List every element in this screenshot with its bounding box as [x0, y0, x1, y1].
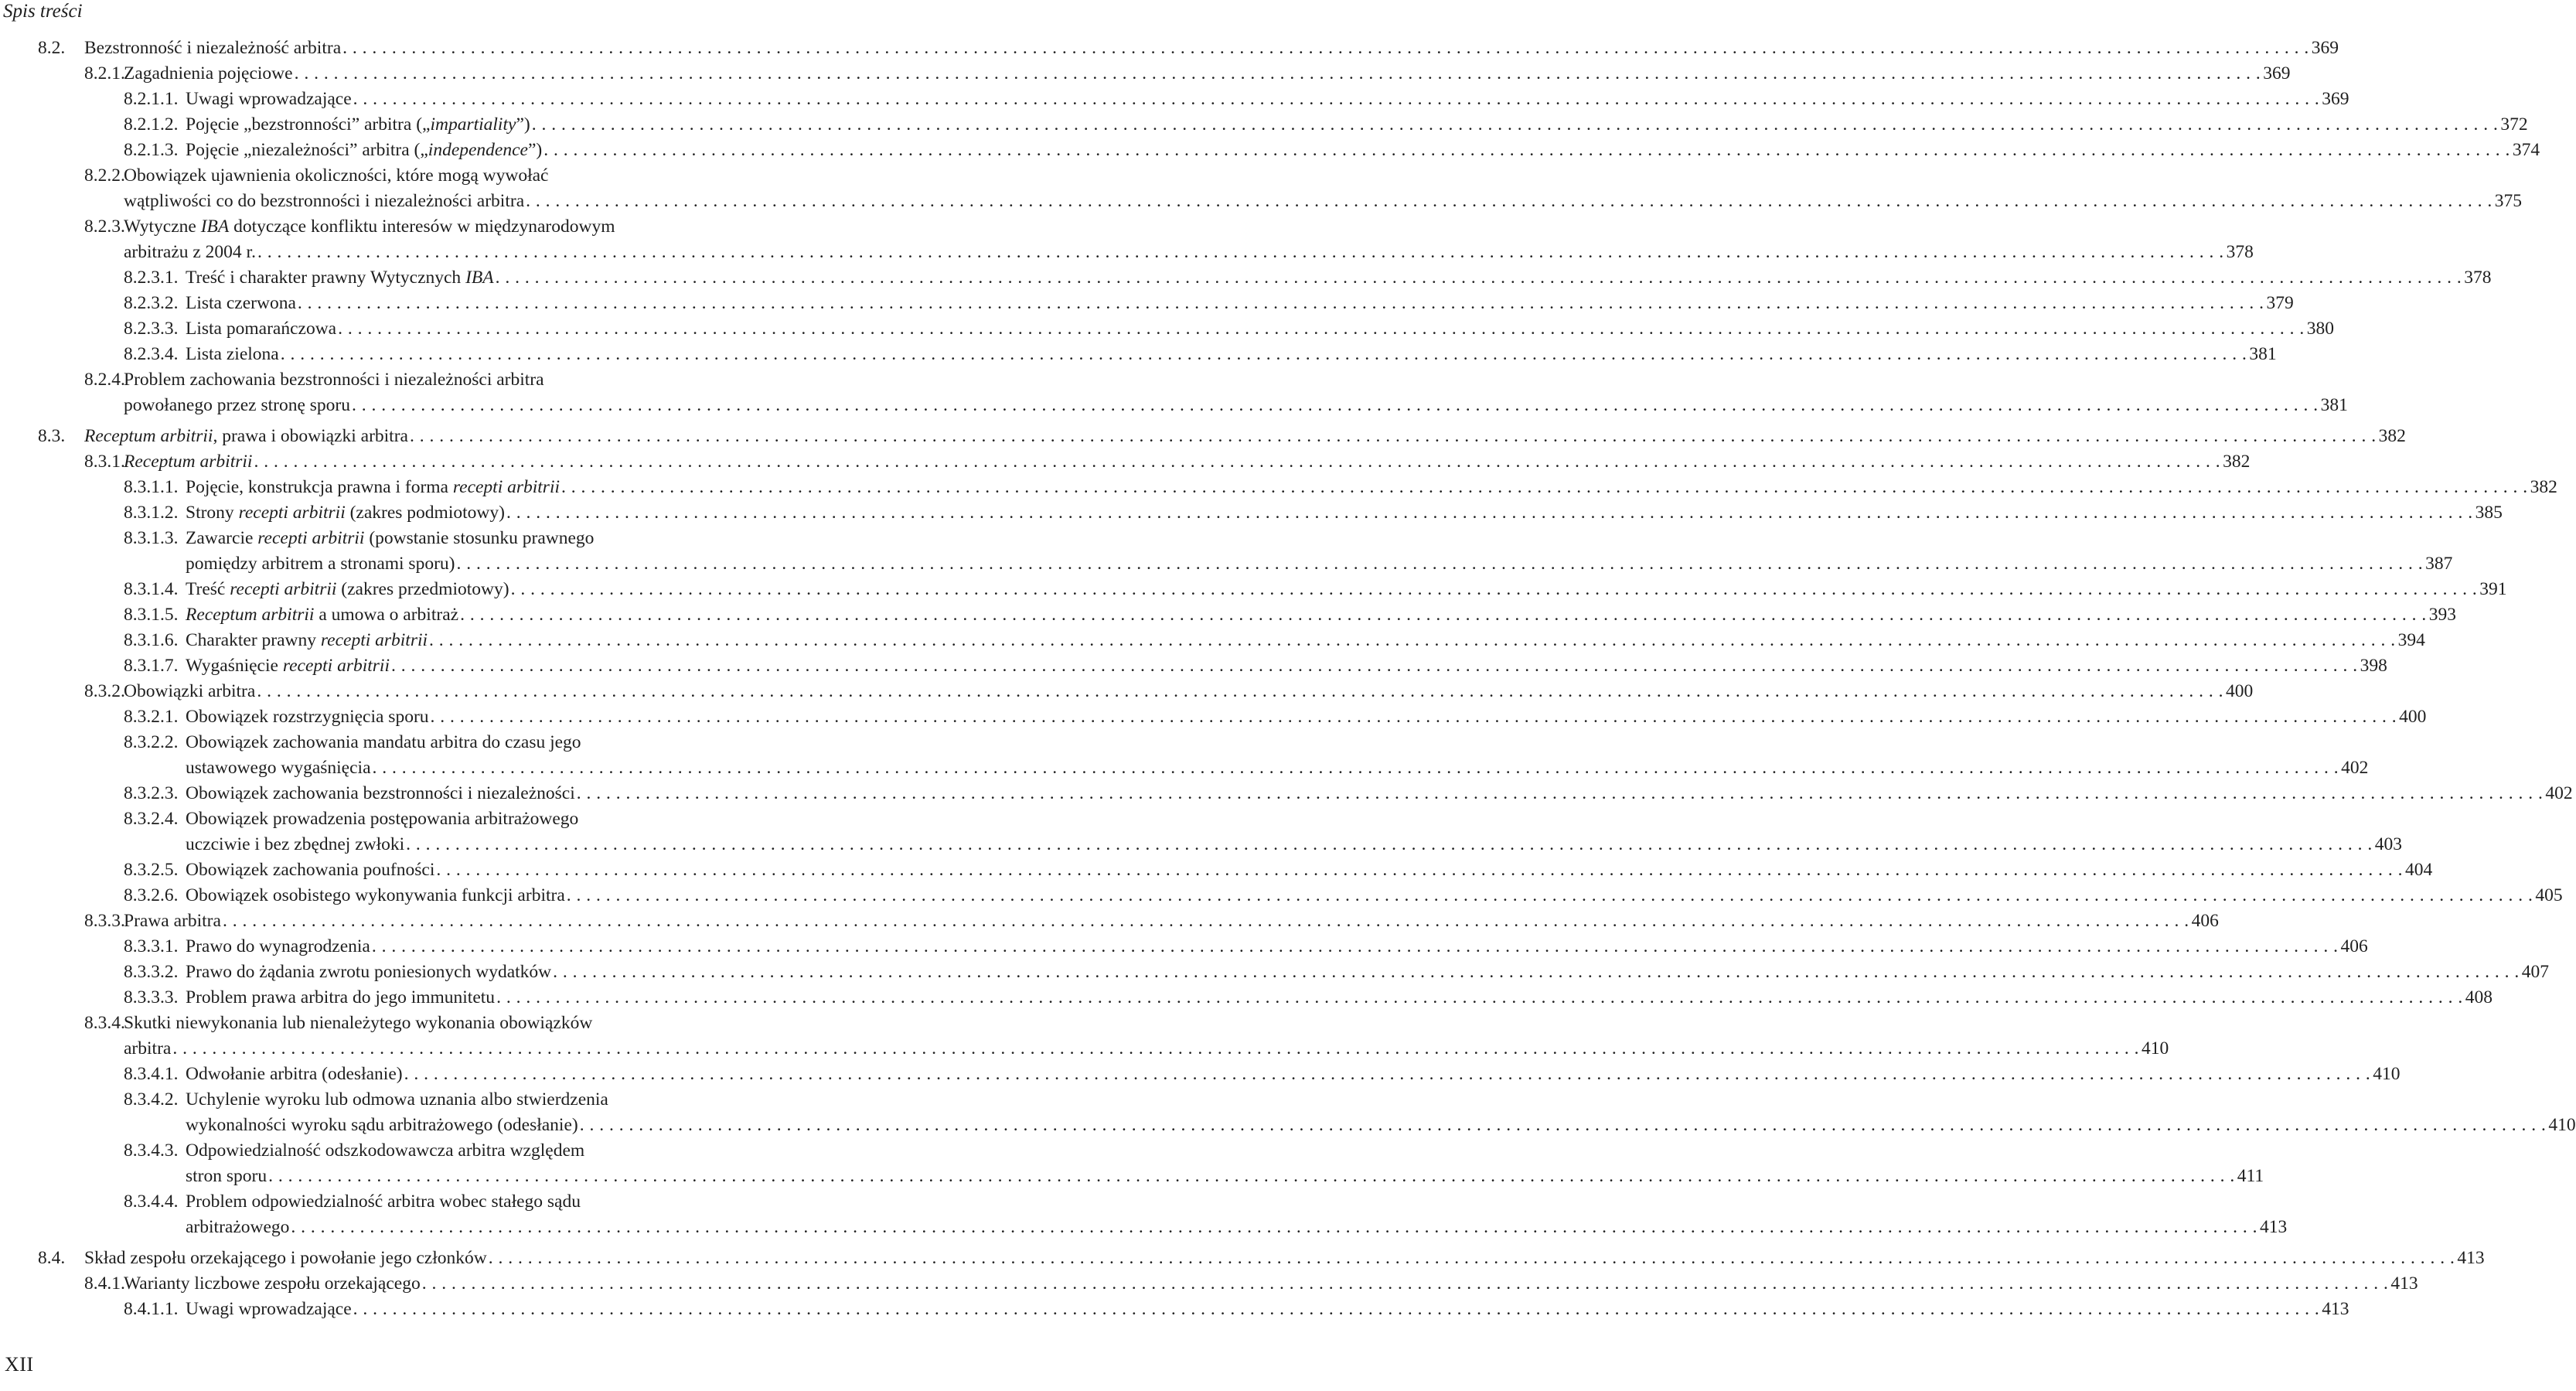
toc-entry-page: 402 — [2545, 783, 2573, 803]
toc-entry-title-segment: Obowiązek osobistego wykonywania funkcji arbitra — [186, 885, 565, 905]
toc-entry-title-segment: Zagadnienia pojęciowe — [124, 63, 293, 84]
toc-entry-page: 410 — [2141, 1038, 2169, 1059]
toc-entry-number: 8.2.4. — [84, 370, 125, 390]
toc-entry-number: 8.2.1. — [84, 63, 125, 84]
toc-entry[interactable] — [0, 1246, 2485, 1271]
dot-leader: . . . . . . . . . . . . . . . . . . . . . . . . . . . . . . . . . . . . . . . . . . . . . . . . . . . . . . . . . . . . . . . . . . . . . . . . . . . . . . . . . . . . . . . . . . . . . . . . . . . . . . . . . . . . . . . . . . . . . . . . . . . . . . . . . . . . . . . . . . . . . . . . . . . . . . . . . . . . . . . . . . . . . . . . . . . . . . . . . . . . . . . . . . . . . . . . . . . . . . . . — [353, 1299, 2320, 1319]
toc-entry-page: 407 — [2521, 962, 2550, 982]
dot-leader: . . . . . . . . . . . . . . . . . . . . . . . . . . . . . . . . . . . . . . . . . . . . . . . . . . . . . . . . . . . . . . . . . . . . . . . . . . . . . . . . . . . . . . . . . . . . . . . . . . . . . . . . . . . . . . . . . . . . . . . . . . . . . . . . . . . . . . . . . . . . . . . . . . . . . . . . . . . . . . . . . . . . . . . . . . . . . . . . . . . . . . . . . . . . . . . . . . . . . . . . — [579, 1115, 2547, 1135]
toc-entry[interactable] — [0, 857, 2433, 883]
toc-entry-page: 379 — [2266, 293, 2294, 313]
toc-entry-title-segment: independence — [428, 140, 528, 160]
toc-entry-page: 369 — [2311, 38, 2339, 58]
dot-leader: . . . . . . . . . . . . . . . . . . . . . . . . . . . . . . . . . . . . . . . . . . . . . . . . . . . . . . . . . . . . . . . . . . . . . . . . . . . . . . . . . . . . . . . . . . . . . . . . . . . . . . . . . . . . . . . . . . . . . . . . . . . . . . . . . . . . . . . . . . . . . . . . . . . . . . . . . . . . . . . . . . . . . . . . . . . . . . . . . . . . . . . . . . . . . . . . . . . . . . . . — [526, 191, 2493, 211]
toc-entry[interactable] — [0, 316, 2334, 342]
toc-entry[interactable] — [0, 526, 2453, 577]
toc-entry-page: 400 — [2399, 707, 2427, 727]
toc-entry-title-segment: Uwagi wprowadzające — [186, 89, 352, 109]
toc-entry-number: 8.3.1.5. — [124, 605, 179, 625]
toc-entry[interactable] — [0, 960, 2550, 985]
toc-entry-page: 381 — [2320, 395, 2348, 415]
toc-entry[interactable] — [0, 1271, 2418, 1297]
toc-entry-page: 402 — [2341, 758, 2369, 778]
toc-entry-page: 382 — [2378, 426, 2406, 446]
toc-entry-page: 375 — [2494, 191, 2522, 211]
toc-entry-page: 413 — [2390, 1273, 2418, 1294]
toc-entry-title-segment: Uwagi wprowadzające — [186, 1299, 352, 1319]
toc-entry-title-segment: Obowiązek rozstrzygnięcia sporu — [186, 707, 429, 727]
toc-entry-title-segment: IBA — [200, 216, 230, 237]
table-of-contents — [0, 36, 2576, 1322]
toc-entry-title-segment: wątpliwości co do bezstronności i niezależności arbitra — [124, 191, 525, 211]
toc-entry-number: 8.3.1. — [84, 452, 125, 472]
page-number: XII — [5, 1353, 34, 1376]
dot-leader: . . . . . . . . . . . . . . . . . . . . . . . . . . . . . . . . . . . . . . . . . . . . . . . . . . . . . . . . . . . . . . . . . . . . . . . . . . . . . . . . . . . . . . . . . . . . . . . . . . . . . . . . . . . . . . . . . . . . . . . . . . . . . . . . . . . . . . . . . . . . . . . . . . . . . . . . . . . . . . . . . . . . . . . . . . . . . . . . . . . . . . . . . . . . . . . . . . . . . . . . — [488, 1248, 2455, 1268]
toc-entry[interactable] — [0, 214, 2254, 265]
dot-leader: . . . . . . . . . . . . . . . . . . . . . . . . . . . . . . . . . . . . . . . . . . . . . . . . . . . . . . . . . . . . . . . . . . . . . . . . . . . . . . . . . . . . . . . . . . . . . . . . . . . . . . . . . . . . . . . . . . . . . . . . . . . . . . . . . . . . . . . . . . . . . . . . . . . . . . . . . . . . . . . . . . . . . . . . . . . . . . . . . . . . . . . . . . . . . . . . . . . . . . . . — [429, 630, 2396, 650]
toc-entry-page: 393 — [2428, 605, 2456, 625]
toc-entry[interactable] — [0, 291, 2294, 316]
toc-entry-page: 411 — [2237, 1166, 2264, 1186]
toc-entry-title-segment: Prawa arbitra — [124, 911, 221, 931]
toc-entry[interactable] — [0, 424, 2406, 449]
toc-entry[interactable] — [0, 704, 2427, 730]
toc-entry-title-segment: Strony — [186, 503, 239, 523]
dot-leader: . . . . . . . . . . . . . . . . . . . . . . . . . . . . . . . . . . . . . . . . . . . . . . . . . . . . . . . . . . . . . . . . . . . . . . . . . . . . . . . . . . . . . . . . . . . . . . . . . . . . . . . . . . . . . . . . . . . . . . . . . . . . . . . . . . . . . . . . . . . . . . . . . . . . . . . . . . . . . . . . . . . . . . . . . . . . . . . . . . . . . . . . . . . . . . . . . . . . . . . . — [268, 1166, 2235, 1186]
dot-leader: . . . . . . . . . . . . . . . . . . . . . . . . . . . . . . . . . . . . . . . . . . . . . . . . . . . . . . . . . . . . . . . . . . . . . . . . . . . . . . . . . . . . . . . . . . . . . . . . . . . . . . . . . . . . . . . . . . . . . . . . . . . . . . . . . . . . . . . . . . . . . . . . . . . . . . . . . . . . . . . . . . . . . . . . . . . . . . . . . . . . . . . . . . . . . . . . . . . . . . . . — [561, 477, 2528, 497]
toc-entry-title-segment: Bezstronność i niezależność arbitra — [84, 38, 342, 58]
toc-entry[interactable] — [0, 36, 2339, 61]
dot-leader: . . . . . . . . . . . . . . . . . . . . . . . . . . . . . . . . . . . . . . . . . . . . . . . . . . . . . . . . . . . . . . . . . . . . . . . . . . . . . . . . . . . . . . . . . . . . . . . . . . . . . . . . . . . . . . . . . . . . . . . . . . . . . . . . . . . . . . . . . . . . . . . . . . . . . . . . . . . . . . . . . . . . . . . . . . . . . . . . . . . . . . . . . . . . . . . . . . . . . . . . — [390, 656, 2358, 676]
toc-entry[interactable] — [0, 577, 2507, 602]
dot-leader: . . . . . . . . . . . . . . . . . . . . . . . . . . . . . . . . . . . . . . . . . . . . . . . . . . . . . . . . . . . . . . . . . . . . . . . . . . . . . . . . . . . . . . . . . . . . . . . . . . . . . . . . . . . . . . . . . . . . . . . . . . . . . . . . . . . . . . . . . . . . . . . . . . . . . . . . . . . . . . . . . . . . . . . . . . . . . . . . . . . . . . . . . . . . . . . . . . . . . . . . — [257, 681, 2223, 701]
toc-entry[interactable] — [0, 985, 2493, 1011]
toc-entry-number: 8.3.3.1. — [124, 936, 179, 956]
dot-leader: . . . . . . . . . . . . . . . . . . . . . . . . . . . . . . . . . . . . . . . . . . . . . . . . . . . . . . . . . . . . . . . . . . . . . . . . . . . . . . . . . . . . . . . . . . . . . . . . . . . . . . . . . . . . . . . . . . . . . . . . . . . . . . . . . . . . . . . . . . . . . . . . . . . . . . . . . . . . . . . . . . . . . . . . . . . . . . . . . . . . . . . . . . . . . . . . . . . . . . . . — [543, 140, 2510, 160]
toc-entry[interactable] — [0, 909, 2219, 934]
toc-entry-title-segment: Obowiązek zachowania bezstronności i niezależności — [186, 783, 575, 803]
toc-entry-page: 410 — [2373, 1064, 2401, 1084]
toc-entry-page: 391 — [2479, 579, 2507, 599]
toc-entry-number: 8.4.1. — [84, 1273, 125, 1294]
toc-entry-title-segment: Zawarcie — [186, 528, 258, 548]
toc-entry-page: 372 — [2500, 114, 2528, 135]
toc-entry-title-segment: Pojęcie, konstrukcja prawna i forma — [186, 477, 453, 497]
toc-entry-title-segment: Obowiązek zachowania poufności — [186, 860, 435, 880]
toc-entry-title-segment: ”) — [527, 140, 543, 160]
dot-leader: . . . . . . . . . . . . . . . . . . . . . . . . . . . . . . . . . . . . . . . . . . . . . . . . . . . . . . . . . . . . . . . . . . . . . . . . . . . . . . . . . . . . . . . . . . . . . . . . . . . . . . . . . . . . . . . . . . . . . . . . . . . . . . . . . . . . . . . . . . . . . . . . . . . . . . . . . . . . . . . . . . . . . . . . . . . . . . . . . . . . . . . . . . . . . . . . . . . . . . . . — [352, 395, 2319, 415]
toc-entry-number: 8.3.3.3. — [124, 987, 179, 1007]
toc-entry-title-segment: Problem zachowania bezstronności i niezależności arbitra — [124, 370, 544, 390]
toc-entry-title-segment: powołanego przez stronę sporu — [124, 395, 351, 415]
toc-entry[interactable] — [0, 449, 2251, 475]
toc-entry[interactable] — [0, 679, 2254, 704]
toc-entry[interactable] — [0, 87, 2349, 112]
dot-leader: . . . . . . . . . . . . . . . . . . . . . . . . . . . . . . . . . . . . . . . . . . . . . . . . . . . . . . . . . . . . . . . . . . . . . . . . . . . . . . . . . . . . . . . . . . . . . . . . . . . . . . . . . . . . . . . . . . . . . . . . . . . . . . . . . . . . . . . . . . . . . . . . . . . . . . . . . . . . . . . . . . . . . . . . . . . . . . . . . . . . . . . . . . . . . . . . . . . . . . . . — [280, 344, 2247, 364]
toc-entry-page: 406 — [2340, 936, 2368, 956]
dot-leader: . . . . . . . . . . . . . . . . . . . . . . . . . . . . . . . . . . . . . . . . . . . . . . . . . . . . . . . . . . . . . . . . . . . . . . . . . . . . . . . . . . . . . . . . . . . . . . . . . . . . . . . . . . . . . . . . . . . . . . . . . . . . . . . . . . . . . . . . . . . . . . . . . . . . . . . . . . . . . . . . . . . . . . . . . . . . . . . . . . . . . . . . . . . . . . . . . . . . . . . . — [460, 605, 2427, 625]
toc-entry[interactable] — [0, 1189, 2288, 1240]
toc-entry[interactable] — [0, 112, 2528, 138]
toc-entry-number: 8.2.1.1. — [124, 89, 179, 109]
toc-entry-number: 8.3.2.4. — [124, 809, 179, 829]
toc-entry-number: 8.2.3.4. — [124, 344, 179, 364]
dot-leader: . . . . . . . . . . . . . . . . . . . . . . . . . . . . . . . . . . . . . . . . . . . . . . . . . . . . . . . . . . . . . . . . . . . . . . . . . . . . . . . . . . . . . . . . . . . . . . . . . . . . . . . . . . . . . . . . . . . . . . . . . . . . . . . . . . . . . . . . . . . . . . . . . . . . . . . . . . . . . . . . . . . . . . . . . . . . . . . . . . . . . . . . . . . . . . . . . . . . . . . . — [372, 758, 2339, 778]
toc-entry[interactable] — [0, 628, 2425, 653]
toc-entry-number: 8.3.4.2. — [124, 1089, 179, 1110]
toc-entry-page: 380 — [2306, 319, 2334, 339]
toc-entry-title-segment: Pojęcie „niezależności” arbitra („ — [186, 140, 428, 160]
toc-entry-title-segment: Prawo do wynagrodzenia — [186, 936, 370, 956]
toc-entry-page: 382 — [2223, 452, 2251, 472]
toc-entry-number: 8.3.1.6. — [124, 630, 179, 650]
toc-entry-page: 413 — [2457, 1248, 2485, 1268]
toc-entry-number: 8.2.1.3. — [124, 140, 179, 160]
toc-entry-title-segment: recepti arbitrii — [452, 477, 561, 497]
toc-entry[interactable] — [0, 163, 2522, 214]
toc-entry-page: 398 — [2360, 656, 2387, 676]
toc-entry-number: 8.2.2. — [84, 165, 125, 186]
toc-entry-title-segment: ustawowego wygaśnięcia — [186, 758, 371, 778]
toc-entry-number: 8.4.1.1. — [124, 1299, 179, 1319]
dot-leader: . . . . . . . . . . . . . . . . . . . . . . . . . . . . . . . . . . . . . . . . . . . . . . . . . . . . . . . . . . . . . . . . . . . . . . . . . . . . . . . . . . . . . . . . . . . . . . . . . . . . . . . . . . . . . . . . . . . . . . . . . . . . . . . . . . . . . . . . . . . . . . . . . . . . . . . . . . . . . . . . . . . . . . . . . . . . . . . . . . . . . . . . . . . . . . . . . . . . . . . . — [531, 114, 2499, 135]
toc-entry-page: 369 — [2322, 89, 2349, 109]
dot-leader: . . . . . . . . . . . . . . . . . . . . . . . . . . . . . . . . . . . . . . . . . . . . . . . . . . . . . . . . . . . . . . . . . . . . . . . . . . . . . . . . . . . . . . . . . . . . . . . . . . . . . . . . . . . . . . . . . . . . . . . . . . . . . . . . . . . . . . . . . . . . . . . . . . . . . . . . . . . . . . . . . . . . . . . . . . . . . . . . . . . . . . . . . . . . . . . . . . . . . . . . — [430, 707, 2397, 727]
toc-entry-number: 8.3.3.2. — [124, 962, 179, 982]
toc-entry-title-segment: Wytyczne — [124, 216, 201, 237]
toc-entry-number: 8.3.3. — [84, 911, 125, 931]
toc-entry-title-segment: uczciwie i bez zbędnej zwłoki — [186, 834, 405, 854]
toc-entry[interactable] — [0, 475, 2557, 500]
toc-entry-title-segment: Obowiązki arbitra — [124, 681, 256, 701]
toc-entry[interactable] — [0, 1087, 2576, 1138]
toc-entry-page: 385 — [2475, 503, 2503, 523]
toc-entry-number: 8.3.1.7. — [124, 656, 179, 676]
dot-leader: . . . . . . . . . . . . . . . . . . . . . . . . . . . . . . . . . . . . . . . . . . . . . . . . . . . . . . . . . . . . . . . . . . . . . . . . . . . . . . . . . . . . . . . . . . . . . . . . . . . . . . . . . . . . . . . . . . . . . . . . . . . . . . . . . . . . . . . . . . . . . . . . . . . . . . . . . . . . . . . . . . . . . . . . . . . . . . . . . . . . . . . . . . . . . . . . . . . . . . . . — [506, 503, 2473, 523]
toc-entry-title-segment: Warianty liczbowe zespołu orzekającego — [124, 1273, 421, 1294]
toc-entry[interactable] — [0, 1138, 2264, 1189]
toc-entry[interactable] — [0, 1011, 2169, 1062]
toc-entry-title-segment: pomiędzy arbitrem a stronami sporu) — [186, 554, 455, 574]
toc-entry-page: 404 — [2404, 860, 2433, 880]
toc-entry-title-segment: Treść — [186, 579, 230, 599]
toc-entry-title-segment: Obowiązek zachowania mandatu arbitra do czasu jego — [186, 732, 581, 752]
toc-entry-title-segment: Treść i charakter prawny Wytycznych — [186, 268, 466, 288]
toc-entry-number: 8.3.1.2. — [124, 503, 179, 523]
dot-leader: . . . . . . . . . . . . . . . . . . . . . . . . . . . . . . . . . . . . . . . . . . . . . . . . . . . . . . . . . . . . . . . . . . . . . . . . . . . . . . . . . . . . . . . . . . . . . . . . . . . . . . . . . . . . . . . . . . . . . . . . . . . . . . . . . . . . . . . . . . . . . . . . . . . . . . . . . . . . . . . . . . . . . . . . . . . . . . . . . . . . . . . . . . . . . . . . . . . . . . . . — [510, 579, 2478, 599]
toc-entry-page: 378 — [2464, 268, 2492, 288]
toc-entry-page: 406 — [2191, 911, 2219, 931]
toc-entry[interactable] — [0, 265, 2492, 291]
toc-entry-title-segment: impartiality — [430, 114, 516, 135]
toc-entry-number: 8.2.3.1. — [124, 268, 179, 288]
toc-entry[interactable] — [0, 342, 2277, 367]
toc-entry-page: 381 — [2249, 344, 2277, 364]
toc-entry-title-segment: Odwołanie arbitra (odesłanie) — [186, 1064, 403, 1084]
toc-entry-page: 387 — [2425, 554, 2453, 574]
toc-entry-title-segment: stron sporu — [186, 1166, 267, 1186]
toc-entry[interactable] — [0, 602, 2456, 628]
toc-entry-page: 382 — [2530, 477, 2557, 497]
toc-entry-page: 378 — [2226, 242, 2254, 262]
toc-entry-title-segment: ”) — [516, 114, 530, 135]
toc-entry[interactable] — [0, 730, 2369, 781]
toc-entry-number: 8.3.1.4. — [124, 579, 179, 599]
toc-entry-page: 413 — [2260, 1217, 2288, 1237]
toc-entry-title-segment: Skutki niewykonania lub nienależytego wykonania obowiązków — [124, 1013, 593, 1033]
toc-entry-number: 8.3.2. — [84, 681, 125, 701]
toc-entry-title-segment: Lista pomarańczowa — [186, 319, 337, 339]
toc-entry-title-segment: (zakres przedmiotowy) — [336, 579, 509, 599]
dot-leader: . . . . . . . . . . . . . . . . . . . . . . . . . . . . . . . . . . . . . . . . . . . . . . . . . . . . . . . . . . . . . . . . . . . . . . . . . . . . . . . . . . . . . . . . . . . . . . . . . . . . . . . . . . . . . . . . . . . . . . . . . . . . . . . . . . . . . . . . . . . . . . . . . . . . . . . . . . . . . . . . . . . . . . . . . . . . . . . . . . . . . . . . . . . . . . . . . . . . . . . . — [291, 1217, 2258, 1237]
toc-entry-page: 410 — [2548, 1115, 2576, 1135]
toc-entry-number: 8.3.4.4. — [124, 1192, 179, 1212]
toc-entry-page: 413 — [2322, 1299, 2349, 1319]
toc-entry[interactable] — [0, 1297, 2349, 1322]
toc-entry-title-segment: Receptum arbitrii — [186, 605, 315, 625]
dot-leader: . . . . . . . . . . . . . . . . . . . . . . . . . . . . . . . . . . . . . . . . . . . . . . . . . . . . . . . . . . . . . . . . . . . . . . . . . . . . . . . . . . . . . . . . . . . . . . . . . . . . . . . . . . . . . . . . . . . . . . . . . . . . . . . . . . . . . . . . . . . . . . . . . . . . . . . . . . . . . . . . . . . . . . . . . . . . . . . . . . . . . . . . . . . . . . . . . . . . . . . . — [353, 89, 2320, 109]
toc-entry[interactable] — [0, 1062, 2401, 1087]
toc-entry-title-segment: Lista czerwona — [186, 293, 296, 313]
running-header: Spis treści — [3, 1, 83, 22]
dot-leader: . . . . . . . . . . . . . . . . . . . . . . . . . . . . . . . . . . . . . . . . . . . . . . . . . . . . . . . . . . . . . . . . . . . . . . . . . . . . . . . . . . . . . . . . . . . . . . . . . . . . . . . . . . . . . . . . . . . . . . . . . . . . . . . . . . . . . . . . . . . . . . . . . . . . . . . . . . . . . . . . . . . . . . . . . . . . . . . . . . . . . . . . . . . . . . . . . . . . . . . . — [404, 1064, 2371, 1084]
toc-entry-page: 400 — [2225, 681, 2254, 701]
toc-entry-title-segment: arbitra — [124, 1038, 172, 1059]
toc-entry-page: 369 — [2263, 63, 2291, 84]
toc-entry-title-segment: Skład zespołu orzekającego i powołanie jego członków — [84, 1248, 487, 1268]
toc-entry-number: 8.2.3.3. — [124, 319, 179, 339]
dot-leader: . . . . . . . . . . . . . . . . . . . . . . . . . . . . . . . . . . . . . . . . . . . . . . . . . . . . . . . . . . . . . . . . . . . . . . . . . . . . . . . . . . . . . . . . . . . . . . . . . . . . . . . . . . . . . . . . . . . . . . . . . . . . . . . . . . . . . . . . . . . . . . . . . . . . . . . . . . . . . . . . . . . . . . . . . . . . . . . . . . . . . . . . . . . . . . . . . . . . . . . . — [406, 834, 2373, 854]
toc-entry-title-segment: recepti arbitrii — [320, 630, 428, 650]
toc-entry-number: 8.3.4.3. — [124, 1140, 179, 1161]
dot-leader: . . . . . . . . . . . . . . . . . . . . . . . . . . . . . . . . . . . . . . . . . . . . . . . . . . . . . . . . . . . . . . . . . . . . . . . . . . . . . . . . . . . . . . . . . . . . . . . . . . . . . . . . . . . . . . . . . . . . . . . . . . . . . . . . . . . . . . . . . . . . . . . . . . . . . . . . . . . . . . . . . . . . . . . . . . . . . . . . . . . . . . . . . . . . . . . . . . . . . . . . — [566, 885, 2533, 905]
toc-entry-number: 8.3.1.1. — [124, 477, 179, 497]
toc-entry-title-segment: Problem prawa arbitra do jego immunitetu — [186, 987, 496, 1007]
toc-entry[interactable] — [0, 500, 2503, 526]
toc-entry-number: 8.3.1.3. — [124, 528, 179, 548]
toc-entry-title-segment: recepti arbitrii — [238, 503, 346, 523]
toc-entry-title-segment: Wygaśnięcie — [186, 656, 283, 676]
toc-entry-number: 8.3.4. — [84, 1013, 125, 1033]
dot-leader: . . . . . . . . . . . . . . . . . . . . . . . . . . . . . . . . . . . . . . . . . . . . . . . . . . . . . . . . . . . . . . . . . . . . . . . . . . . . . . . . . . . . . . . . . . . . . . . . . . . . . . . . . . . . . . . . . . . . . . . . . . . . . . . . . . . . . . . . . . . . . . . . . . . . . . . . . . . . . . . . . . . . . . . . . . . . . . . . . . . . . . . . . . . . . . . . . . . . . . . . — [436, 860, 2403, 880]
toc-entry-page: 405 — [2535, 885, 2563, 905]
dot-leader: . . . . . . . . . . . . . . . . . . . . . . . . . . . . . . . . . . . . . . . . . . . . . . . . . . . . . . . . . . . . . . . . . . . . . . . . . . . . . . . . . . . . . . . . . . . . . . . . . . . . . . . . . . . . . . . . . . . . . . . . . . . . . . . . . . . . . . . . . . . . . . . . . . . . . . . . . . . . . . . . . . . . . . . . . . . . . . . . . . . . . . . . . . . . . . . . . . . . . . . . — [495, 268, 2462, 288]
toc-entry-number: 8.3.2.1. — [124, 707, 179, 727]
toc-entry-number: 8.2.3. — [84, 216, 125, 237]
toc-entry-title-segment: (powstanie stosunku prawnego — [364, 528, 595, 548]
toc-entry-page: 403 — [2374, 834, 2403, 854]
toc-entry-title-segment: Uchylenie wyroku lub odmowa uznania albo stwierdzenia — [186, 1089, 608, 1110]
toc-entry[interactable] — [0, 138, 2540, 163]
toc-entry-title-segment: a umowa o arbitraż — [314, 605, 459, 625]
dot-leader: . . . . . . . . . . . . . . . . . . . . . . . . . . . . . . . . . . . . . . . . . . . . . . . . . . . . . . . . . . . . . . . . . . . . . . . . . . . . . . . . . . . . . . . . . . . . . . . . . . . . . . . . . . . . . . . . . . . . . . . . . . . . . . . . . . . . . . . . . . . . . . . . . . . . . . . . . . . . . . . . . . . . . . . . . . . . . . . . . . . . . . . . . . . . . . . . . . . . . . . . — [553, 962, 2520, 982]
toc-entry-page: 408 — [2465, 987, 2493, 1007]
toc-entry-title-segment: arbitrażu z 2004 r. — [124, 242, 256, 262]
toc-entry-title-segment: Obowiązek ujawnienia okoliczności, które mogą wywołać — [124, 165, 549, 186]
toc-entry-title-segment: recepti arbitrii — [230, 579, 337, 599]
toc-entry[interactable] — [0, 781, 2573, 806]
dot-leader: . . . . . . . . . . . . . . . . . . . . . . . . . . . . . . . . . . . . . . . . . . . . . . . . . . . . . . . . . . . . . . . . . . . . . . . . . . . . . . . . . . . . . . . . . . . . . . . . . . . . . . . . . . . . . . . . . . . . . . . . . . . . . . . . . . . . . . . . . . . . . . . . . . . . . . . . . . . . . . . . . . . . . . . . . . . . . . . . . . . . . . . . . . . . . . . . . . . . . . . . — [294, 63, 2261, 84]
toc-entry-title-segment: , prawa i obowiązki arbitra — [213, 426, 408, 446]
dot-leader: . . . . . . . . . . . . . . . . . . . . . . . . . . . . . . . . . . . . . . . . . . . . . . . . . . . . . . . . . . . . . . . . . . . . . . . . . . . . . . . . . . . . . . . . . . . . . . . . . . . . . . . . . . . . . . . . . . . . . . . . . . . . . . . . . . . . . . . . . . . . . . . . . . . . . . . . . . . . . . . . . . . . . . . . . . . . . . . . . . . . . . . . . . . . . . . . . . . . . . . . — [342, 38, 2309, 58]
toc-entry[interactable] — [0, 653, 2387, 679]
dot-leader: . . . . . . . . . . . . . . . . . . . . . . . . . . . . . . . . . . . . . . . . . . . . . . . . . . . . . . . . . . . . . . . . . . . . . . . . . . . . . . . . . . . . . . . . . . . . . . . . . . . . . . . . . . . . . . . . . . . . . . . . . . . . . . . . . . . . . . . . . . . . . . . . . . . . . . . . . . . . . . . . . . . . . . . . . . . . . . . . . . . . . . . . . . . . . . . . . . . . . . . . — [576, 783, 2544, 803]
dot-leader: . . . . . . . . . . . . . . . . . . . . . . . . . . . . . . . . . . . . . . . . . . . . . . . . . . . . . . . . . . . . . . . . . . . . . . . . . . . . . . . . . . . . . . . . . . . . . . . . . . . . . . . . . . . . . . . . . . . . . . . . . . . . . . . . . . . . . . . . . . . . . . . . . . . . . . . . . . . . . . . . . . . . . . . . . . . . . . . . . . . . . . . . . . . . . . . . . . . . . . . . — [254, 452, 2221, 472]
toc-entry-number: 8.2. — [38, 38, 66, 58]
dot-leader: . . . . . . . . . . . . . . . . . . . . . . . . . . . . . . . . . . . . . . . . . . . . . . . . . . . . . . . . . . . . . . . . . . . . . . . . . . . . . . . . . . . . . . . . . . . . . . . . . . . . . . . . . . . . . . . . . . . . . . . . . . . . . . . . . . . . . . . . . . . . . . . . . . . . . . . . . . . . . . . . . . . . . . . . . . . . . . . . . . . . . . . . . . . . . . . . . . . . . . . . — [297, 293, 2264, 313]
dot-leader: . . . . . . . . . . . . . . . . . . . . . . . . . . . . . . . . . . . . . . . . . . . . . . . . . . . . . . . . . . . . . . . . . . . . . . . . . . . . . . . . . . . . . . . . . . . . . . . . . . . . . . . . . . . . . . . . . . . . . . . . . . . . . . . . . . . . . . . . . . . . . . . . . . . . . . . . . . . . . . . . . . . . . . . . . . . . . . . . . . . . . . . . . . . . . . . . . . . . . . . . — [338, 319, 2305, 339]
toc-entry-title-segment: dotyczące konfliktu interesów w międzynarodowym — [229, 216, 615, 237]
toc-entry[interactable] — [0, 883, 2563, 909]
toc-entry-number: 8.3. — [38, 426, 66, 446]
toc-entry[interactable] — [0, 934, 2368, 960]
toc-entry-title-segment: Prawo do żądania zwrotu poniesionych wydatków — [186, 962, 552, 982]
toc-entry-title-segment: wykonalności wyroku sądu arbitrażowego (odesłanie) — [186, 1115, 578, 1135]
toc-entry-number: 8.3.2.2. — [124, 732, 179, 752]
toc-entry-number: 8.4. — [38, 1248, 66, 1268]
toc-entry-number: 8.2.3.2. — [124, 293, 179, 313]
toc-entry-number: 8.2.1.2. — [124, 114, 179, 135]
toc-entry-title-segment: Lista zielona — [186, 344, 279, 364]
toc-entry-title-segment: Receptum arbitrii — [84, 426, 213, 446]
toc-entry-page: 394 — [2397, 630, 2425, 650]
toc-entry-title-segment: Obowiązek prowadzenia postępowania arbitrażowego — [186, 809, 579, 829]
toc-entry-title-segment: (zakres podmiotowy) — [345, 503, 505, 523]
toc-entry-page: 374 — [2512, 140, 2540, 160]
dot-leader: . . . . . . . . . . . . . . . . . . . . . . . . . . . . . . . . . . . . . . . . . . . . . . . . . . . . . . . . . . . . . . . . . . . . . . . . . . . . . . . . . . . . . . . . . . . . . . . . . . . . . . . . . . . . . . . . . . . . . . . . . . . . . . . . . . . . . . . . . . . . . . . . . . . . . . . . . . . . . . . . . . . . . . . . . . . . . . . . . . . . . . . . . . . . . . . . . . . . . . . . — [496, 987, 2463, 1007]
dot-leader: . . . . . . . . . . . . . . . . . . . . . . . . . . . . . . . . . . . . . . . . . . . . . . . . . . . . . . . . . . . . . . . . . . . . . . . . . . . . . . . . . . . . . . . . . . . . . . . . . . . . . . . . . . . . . . . . . . . . . . . . . . . . . . . . . . . . . . . . . . . . . . . . . . . . . . . . . . . . . . . . . . . . . . . . . . . . . . . . . . . . . . . . . . . . . . . . . . . . . . . . — [257, 242, 2224, 262]
toc-entry[interactable] — [0, 61, 2291, 87]
toc-entry-title-segment: Receptum arbitrii — [124, 452, 253, 472]
toc-entry-title-segment: Charakter prawny — [186, 630, 321, 650]
dot-leader: . . . . . . . . . . . . . . . . . . . . . . . . . . . . . . . . . . . . . . . . . . . . . . . . . . . . . . . . . . . . . . . . . . . . . . . . . . . . . . . . . . . . . . . . . . . . . . . . . . . . . . . . . . . . . . . . . . . . . . . . . . . . . . . . . . . . . . . . . . . . . . . . . . . . . . . . . . . . . . . . . . . . . . . . . . . . . . . . . . . . . . . . . . . . . . . . . . . . . . . . — [222, 911, 2189, 931]
toc-entry-title-segment: Pojęcie „bezstronności” arbitra („ — [186, 114, 431, 135]
toc-entry[interactable] — [0, 806, 2403, 857]
toc-entry-title-segment: Odpowiedzialność odszkodowawcza arbitra względem — [186, 1140, 585, 1161]
toc-entry-number: 8.3.2.6. — [124, 885, 179, 905]
toc-entry-number: 8.3.2.3. — [124, 783, 179, 803]
dot-leader: . . . . . . . . . . . . . . . . . . . . . . . . . . . . . . . . . . . . . . . . . . . . . . . . . . . . . . . . . . . . . . . . . . . . . . . . . . . . . . . . . . . . . . . . . . . . . . . . . . . . . . . . . . . . . . . . . . . . . . . . . . . . . . . . . . . . . . . . . . . . . . . . . . . . . . . . . . . . . . . . . . . . . . . . . . . . . . . . . . . . . . . . . . . . . . . . . . . . . . . . — [409, 426, 2377, 446]
toc-entry-title-segment: Problem odpowiedzialność arbitra wobec stałego sądu — [186, 1192, 581, 1212]
dot-leader: . . . . . . . . . . . . . . . . . . . . . . . . . . . . . . . . . . . . . . . . . . . . . . . . . . . . . . . . . . . . . . . . . . . . . . . . . . . . . . . . . . . . . . . . . . . . . . . . . . . . . . . . . . . . . . . . . . . . . . . . . . . . . . . . . . . . . . . . . . . . . . . . . . . . . . . . . . . . . . . . . . . . . . . . . . . . . . . . . . . . . . . . . . . . . . . . . . . . . . . . — [456, 554, 2424, 574]
toc-entry[interactable] — [0, 367, 2348, 418]
toc-entry-number: 8.3.4.1. — [124, 1064, 179, 1084]
toc-entry-title-segment: recepti arbitrii — [282, 656, 390, 676]
toc-entry-title-segment: arbitrażowego — [186, 1217, 290, 1237]
toc-entry-title-segment: recepti arbitrii — [257, 528, 365, 548]
toc-entry-number: 8.3.2.5. — [124, 860, 179, 880]
dot-leader: . . . . . . . . . . . . . . . . . . . . . . . . . . . . . . . . . . . . . . . . . . . . . . . . . . . . . . . . . . . . . . . . . . . . . . . . . . . . . . . . . . . . . . . . . . . . . . . . . . . . . . . . . . . . . . . . . . . . . . . . . . . . . . . . . . . . . . . . . . . . . . . . . . . . . . . . . . . . . . . . . . . . . . . . . . . . . . . . . . . . . . . . . . . . . . . . . . . . . . . . — [421, 1273, 2389, 1294]
dot-leader: . . . . . . . . . . . . . . . . . . . . . . . . . . . . . . . . . . . . . . . . . . . . . . . . . . . . . . . . . . . . . . . . . . . . . . . . . . . . . . . . . . . . . . . . . . . . . . . . . . . . . . . . . . . . . . . . . . . . . . . . . . . . . . . . . . . . . . . . . . . . . . . . . . . . . . . . . . . . . . . . . . . . . . . . . . . . . . . . . . . . . . . . . . . . . . . . . . . . . . . . — [172, 1038, 2139, 1059]
dot-leader: . . . . . . . . . . . . . . . . . . . . . . . . . . . . . . . . . . . . . . . . . . . . . . . . . . . . . . . . . . . . . . . . . . . . . . . . . . . . . . . . . . . . . . . . . . . . . . . . . . . . . . . . . . . . . . . . . . . . . . . . . . . . . . . . . . . . . . . . . . . . . . . . . . . . . . . . . . . . . . . . . . . . . . . . . . . . . . . . . . . . . . . . . . . . . . . . . . . . . . . . — [371, 936, 2339, 956]
toc-entry-title-segment: IBA — [465, 268, 494, 288]
